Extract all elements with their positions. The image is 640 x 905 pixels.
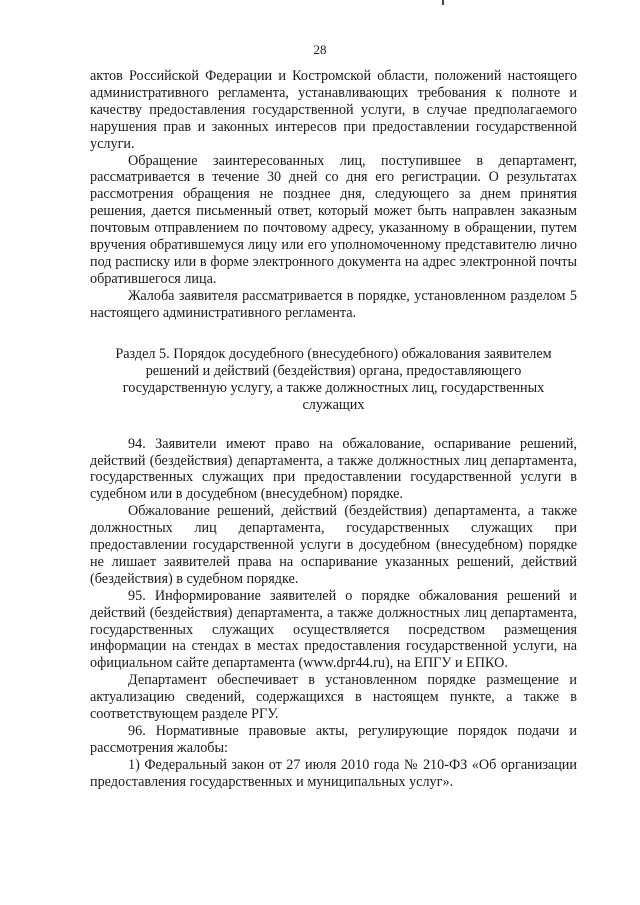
paragraph: Обращение заинтересованных лиц, поступившее в департамент, рассматривается в течение 30 дней со дня его регистрации. О результатах рассмотрения обращения не позднее дня, следующего за днем принятия решения, дается письменный ответ, который может быть направлен заказным почтовым отправлением по почтовому адресу, указанному в обращении, путем вручения обратившемуся лицу или его уполномоченному представителю лично под расписку или в форме электронного документа на адрес электронной почты обратившегося лица. [90,152,577,287]
scan-mark [442,0,444,5]
item-96: 96. Нормативные правовые акты, регулирующие порядок подачи и рассмотрения жалобы: [90,723,577,756]
item-94: 94. Заявители имеют право на обжалование, оспаривание решений, действий (бездействия) департамента, а также должностных лиц департамента, государственных служащих при предоставлении государственной услуги в судебном или в досудебном (внесудебном) порядке. [90,435,577,503]
paragraph: Обжалование решений, действий (бездействия) департамента, а также должностных лиц департамента, государственных служащих при предоставлении государственной услуги в досудебном (внесудебном) порядке не лишает заявителей права на оспаривание указанных решений, действий (бездействия) в судебном порядке. [90,503,577,587]
list-item: 1) Федеральный закон от 27 июля 2010 года № 210-ФЗ «Об организации предоставления государственных и муниципальных услуг». [90,756,577,790]
section-heading: Раздел 5. Порядок досудебного (внесудебного) обжалования заявителем решений и действий (бездействия) органа, предоставляющего государственную услугу, а также должностных лиц, государственных служащих [115,345,552,413]
item-95: 95. Информирование заявителей о порядке обжалования решений и действий (бездействия) департамента, а также должностных лиц департамента, государственных служащих осуществляется посредством размещения информации на стендах в местах предоставления государственной услуги, на официальном сайте департамента (www.dpr44.ru), на ЕПГУ и ЕПКО. [90,587,577,672]
paragraph: актов Российской Федерации и Костромской области, положений настоящего административного регламента, устанавливающих требования к полноте и качеству предоставления государственной услуги, в случае предполагаемого нарушения прав и законных интересов при предоставлении государственной услуги. [90,68,577,152]
page-number: 28 [313,42,327,57]
document-body [90,68,577,791]
paragraph: Жалоба заявителя рассматривается в порядке, установленном разделом 5 настоящего административного регламента. [90,287,577,321]
paragraph: Департамент обеспечивает в установленном порядке размещение и актуализацию сведений, содержащихся в настоящем пункте, а также в соответствующем разделе РГУ. [90,672,577,723]
